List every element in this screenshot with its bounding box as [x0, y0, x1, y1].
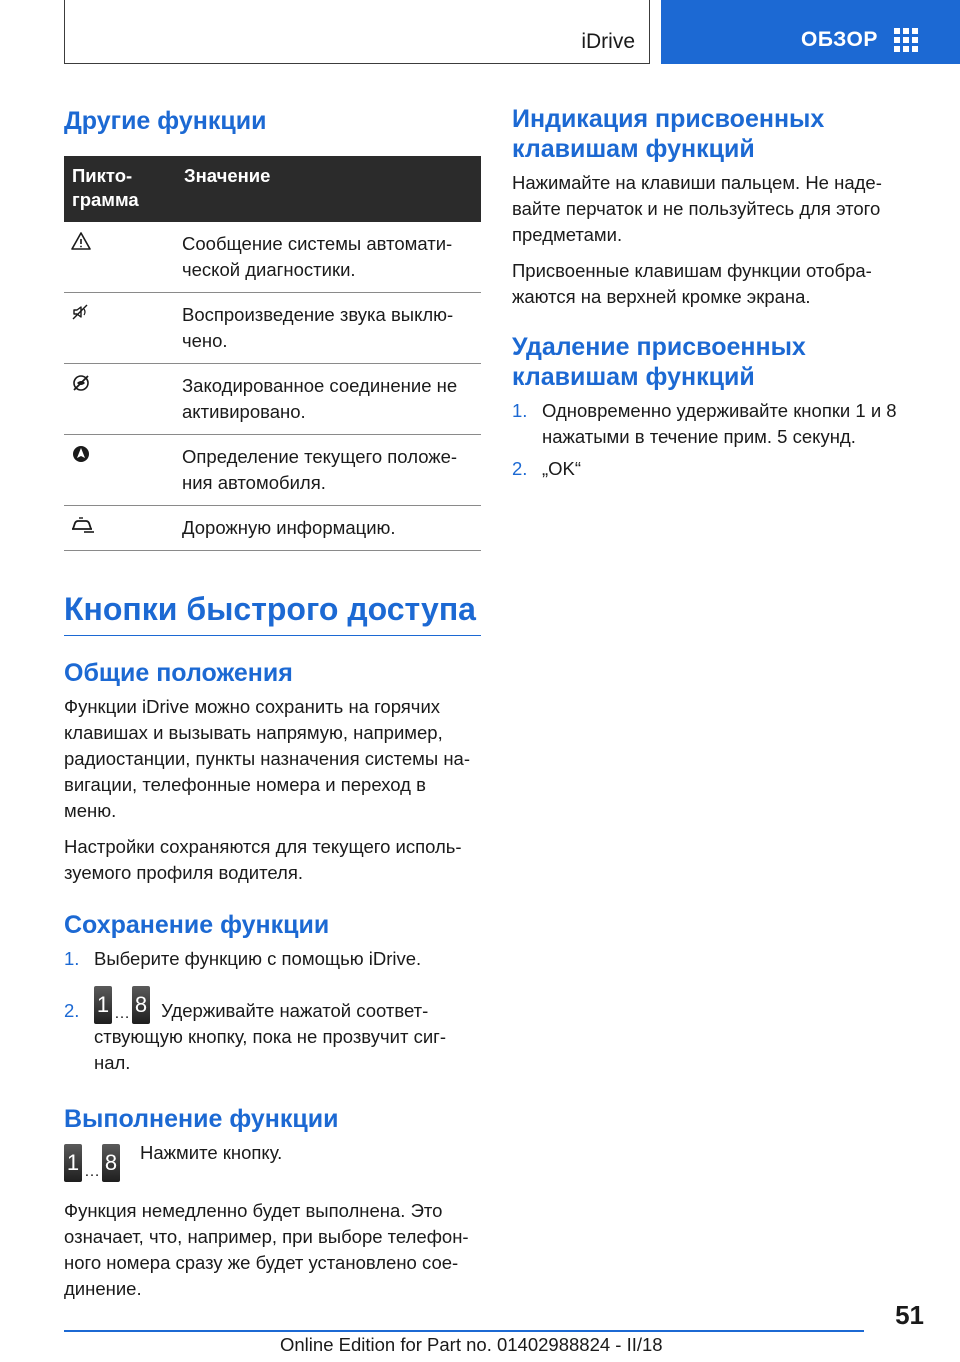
- save-function-heading: Сохранение функции: [64, 911, 330, 939]
- table-row: [64, 364, 481, 435]
- execute-function-heading: Выполнение функции: [64, 1105, 339, 1133]
- row-text: Закодированное соединение не активировано.: [176, 364, 481, 435]
- row-text: Дорожную информацию.: [176, 506, 481, 551]
- section-tab-label: ОБЗОР: [801, 28, 878, 51]
- table-header-row: [64, 156, 481, 222]
- list-item: [64, 946, 481, 972]
- step-number: 2.: [64, 1000, 80, 1021]
- key-range-ellipsis: …: [114, 1005, 130, 1022]
- execute-instruction: [64, 1140, 481, 1192]
- step-number: 1.: [512, 400, 528, 421]
- favorite-key-1: 1: [64, 1144, 82, 1182]
- functions-table: [64, 156, 481, 551]
- header-chapter-box: [64, 0, 650, 64]
- table-row: [64, 293, 481, 364]
- connection-not-encrypted-icon: [70, 373, 172, 393]
- step-text: „OK“: [542, 458, 582, 479]
- favorite-key-8: 8: [102, 1144, 120, 1182]
- key-range-ellipsis: …: [84, 1163, 100, 1180]
- table-row: [64, 506, 481, 551]
- sound-off-icon: [70, 302, 172, 322]
- right-column: [512, 104, 912, 482]
- favorite-key-1: 1: [94, 986, 112, 1024]
- step-text: Выберите функцию с помощью iDrive.: [94, 948, 422, 969]
- chapter-title: iDrive: [581, 30, 635, 53]
- row-text: Определение текущего положе-ния автомобиля.: [176, 435, 481, 506]
- general-paragraph-2: Настройки сохраняются для текущего исполь-зуемого профиля водителя.: [64, 836, 462, 883]
- step-number: 2.: [512, 458, 528, 479]
- delete-heading: Удаление присвоенных клавишам функций: [512, 333, 806, 391]
- general-paragraph-1: Функции iDrive можно сохранить на горячих клавишах и вызывать напрямую, например, радиостанции, пункты назначения системы на-вигации, телефонные номера и переход в меню.: [64, 696, 470, 821]
- step-text: Удерживайте нажатой соответ-ствующую кнопку, пока не прозвучит сиг-нал.: [94, 1000, 447, 1073]
- key-range-graphic: [64, 1144, 120, 1182]
- list-item: [64, 986, 481, 1076]
- footer-divider: [64, 1330, 864, 1332]
- traffic-info-icon: [70, 515, 172, 535]
- page-number: 51: [895, 1300, 924, 1330]
- delete-steps-list: [512, 398, 912, 482]
- table-header-pictogram: Пикто- грамма: [64, 156, 176, 222]
- table-row: [64, 222, 481, 293]
- quick-access-title: Кнопки быстрого доступа: [64, 591, 476, 627]
- warning-triangle-icon: [70, 231, 172, 251]
- execute-instruction-text: Нажмите кнопку.: [140, 1142, 283, 1163]
- step-number: 1.: [64, 948, 80, 969]
- list-item: [512, 456, 912, 482]
- grid-menu-icon: [894, 28, 922, 52]
- favorite-key-8: 8: [132, 986, 150, 1024]
- indication-paragraph-2: Присвоенные клавишам функции отобра-жаются на верхней кромке экрана.: [512, 260, 872, 307]
- other-functions-heading: Другие функции: [64, 107, 267, 135]
- general-heading: Общие положения: [64, 659, 293, 687]
- table-header-meaning: Значение: [176, 156, 481, 222]
- table-row: [64, 435, 481, 506]
- execute-paragraph: Функция немедленно будет выполнена. Это означает, что, например, при выборе телефон-ного номера сразу же будет установлено сое-динение.: [64, 1200, 469, 1299]
- row-text: Сообщение системы автомати-ческой диагностики.: [176, 222, 481, 293]
- list-item: [512, 398, 912, 450]
- row-text: Воспроизведение звука выклю-чено.: [176, 293, 481, 364]
- indication-paragraph-1: Нажимайте на клавиши пальцем. Не наде-вайте перчаток и не пользуйтесь для этого предметами.: [512, 172, 882, 245]
- quick-access-title-wrap: [64, 589, 481, 636]
- save-steps-list: [64, 946, 481, 1076]
- step-text: Одновременно удерживайте кнопки 1 и 8 нажатыми в течение прим. 5 секунд.: [542, 400, 897, 447]
- left-column: [64, 100, 481, 1302]
- vehicle-position-icon: [70, 444, 172, 464]
- footer-edition-text: Online Edition for Part no. 01402988824 - II/18: [280, 1334, 663, 1355]
- section-tab[interactable]: [661, 0, 960, 64]
- indication-heading: Индикация присвоенных клавишам функций: [512, 105, 825, 163]
